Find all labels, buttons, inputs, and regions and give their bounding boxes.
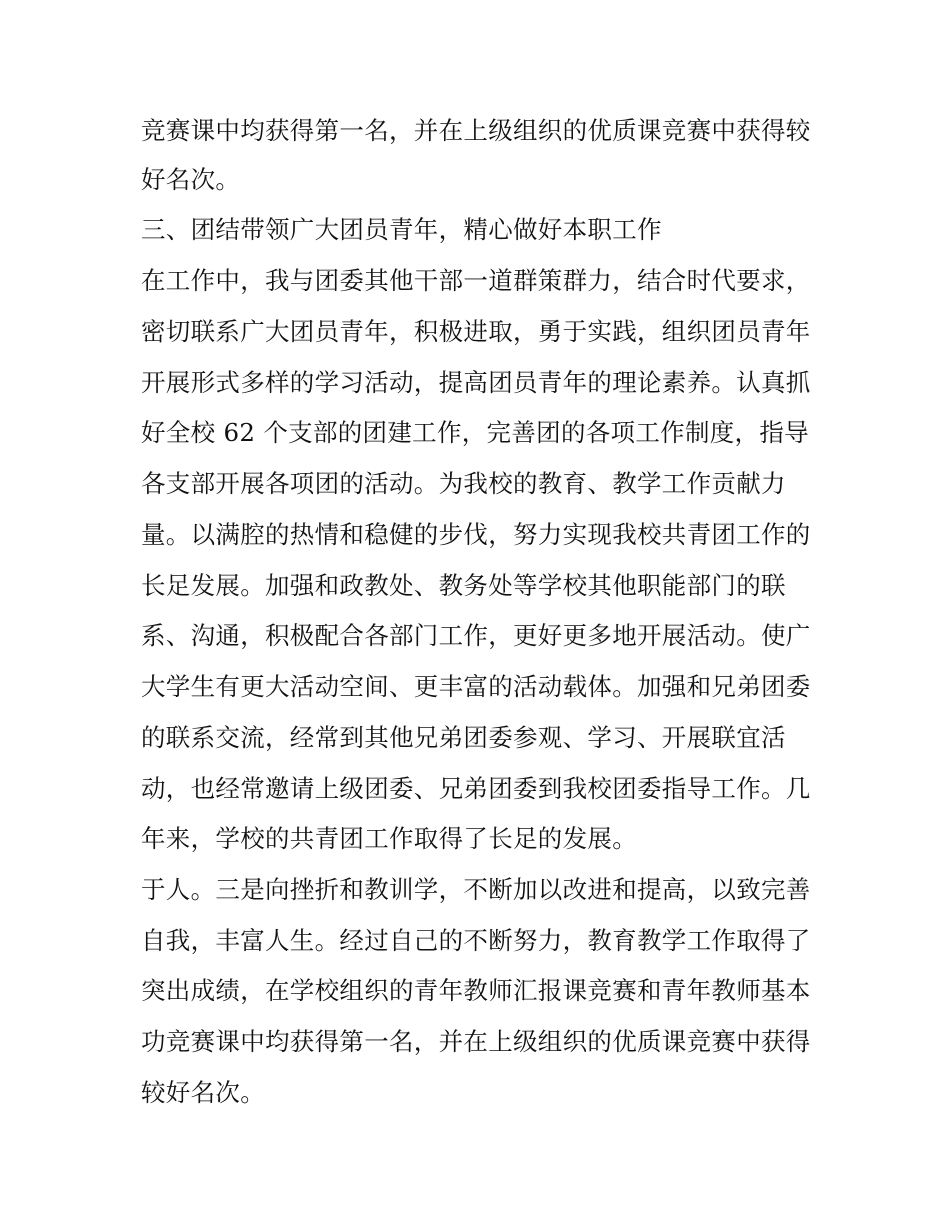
text-line: 的联系交流，经常到其他兄弟团委参观、学习、开展联宜活 bbox=[141, 723, 786, 752]
text-line: 好名次。 bbox=[141, 165, 241, 194]
text-line: 开展形式多样的学习活动，提高团员青年的理论素养。认真抓 bbox=[141, 368, 811, 397]
text-line: 年来，学校的共青团工作取得了长足的发展。 bbox=[141, 824, 637, 853]
text-line: 竞赛课中均获得第一名，并在上级组织的优质课竞赛中获得较 bbox=[141, 116, 811, 145]
text-line: 好全校 62 个支部的团建工作，完善团的各项工作制度，指导 bbox=[141, 418, 809, 447]
text-line: 在工作中，我与团委其他干部一道群策群力，结合时代要求， bbox=[141, 266, 811, 295]
text-line: 密切联系广大团员青年，积极进取，勇于实践，组织团员青年 bbox=[141, 317, 811, 346]
text-line: 各支部开展各项团的活动。为我校的教育、教学工作贡献力 bbox=[141, 469, 786, 498]
text-line: 量。以满腔的热情和稳健的步伐，努力实现我校共青团工作的 bbox=[141, 520, 811, 549]
text-line: 系、沟通，积极配合各部门工作，更好更多地开展活动。使广 bbox=[141, 621, 811, 650]
text-line: 于人。三是向挫折和教训学，不断加以改进和提高，以致完善 bbox=[141, 875, 811, 904]
text-line: 长足发展。加强和政教处、教务处等学校其他职能部门的联 bbox=[141, 571, 786, 600]
text-line: 动，也经常邀请上级团委、兄弟团委到我校团委指导工作。几 bbox=[141, 774, 811, 803]
text-line: 功竞赛课中均获得第一名，并在上级组织的优质课竞赛中获得 bbox=[141, 1027, 811, 1056]
text-line: 较好名次。 bbox=[141, 1078, 265, 1107]
section-heading: 三、团结带领广大团员青年，精心做好本职工作 bbox=[141, 215, 662, 244]
text-line: 大学生有更大活动空间、更丰富的活动载体。加强和兄弟团委 bbox=[141, 672, 811, 701]
text-line: 突出成绩，在学校组织的青年教师汇报课竞赛和青年教师基本 bbox=[141, 976, 811, 1005]
text-line: 自我，丰富人生。经过自己的不断努力，教育教学工作取得了 bbox=[141, 926, 811, 955]
